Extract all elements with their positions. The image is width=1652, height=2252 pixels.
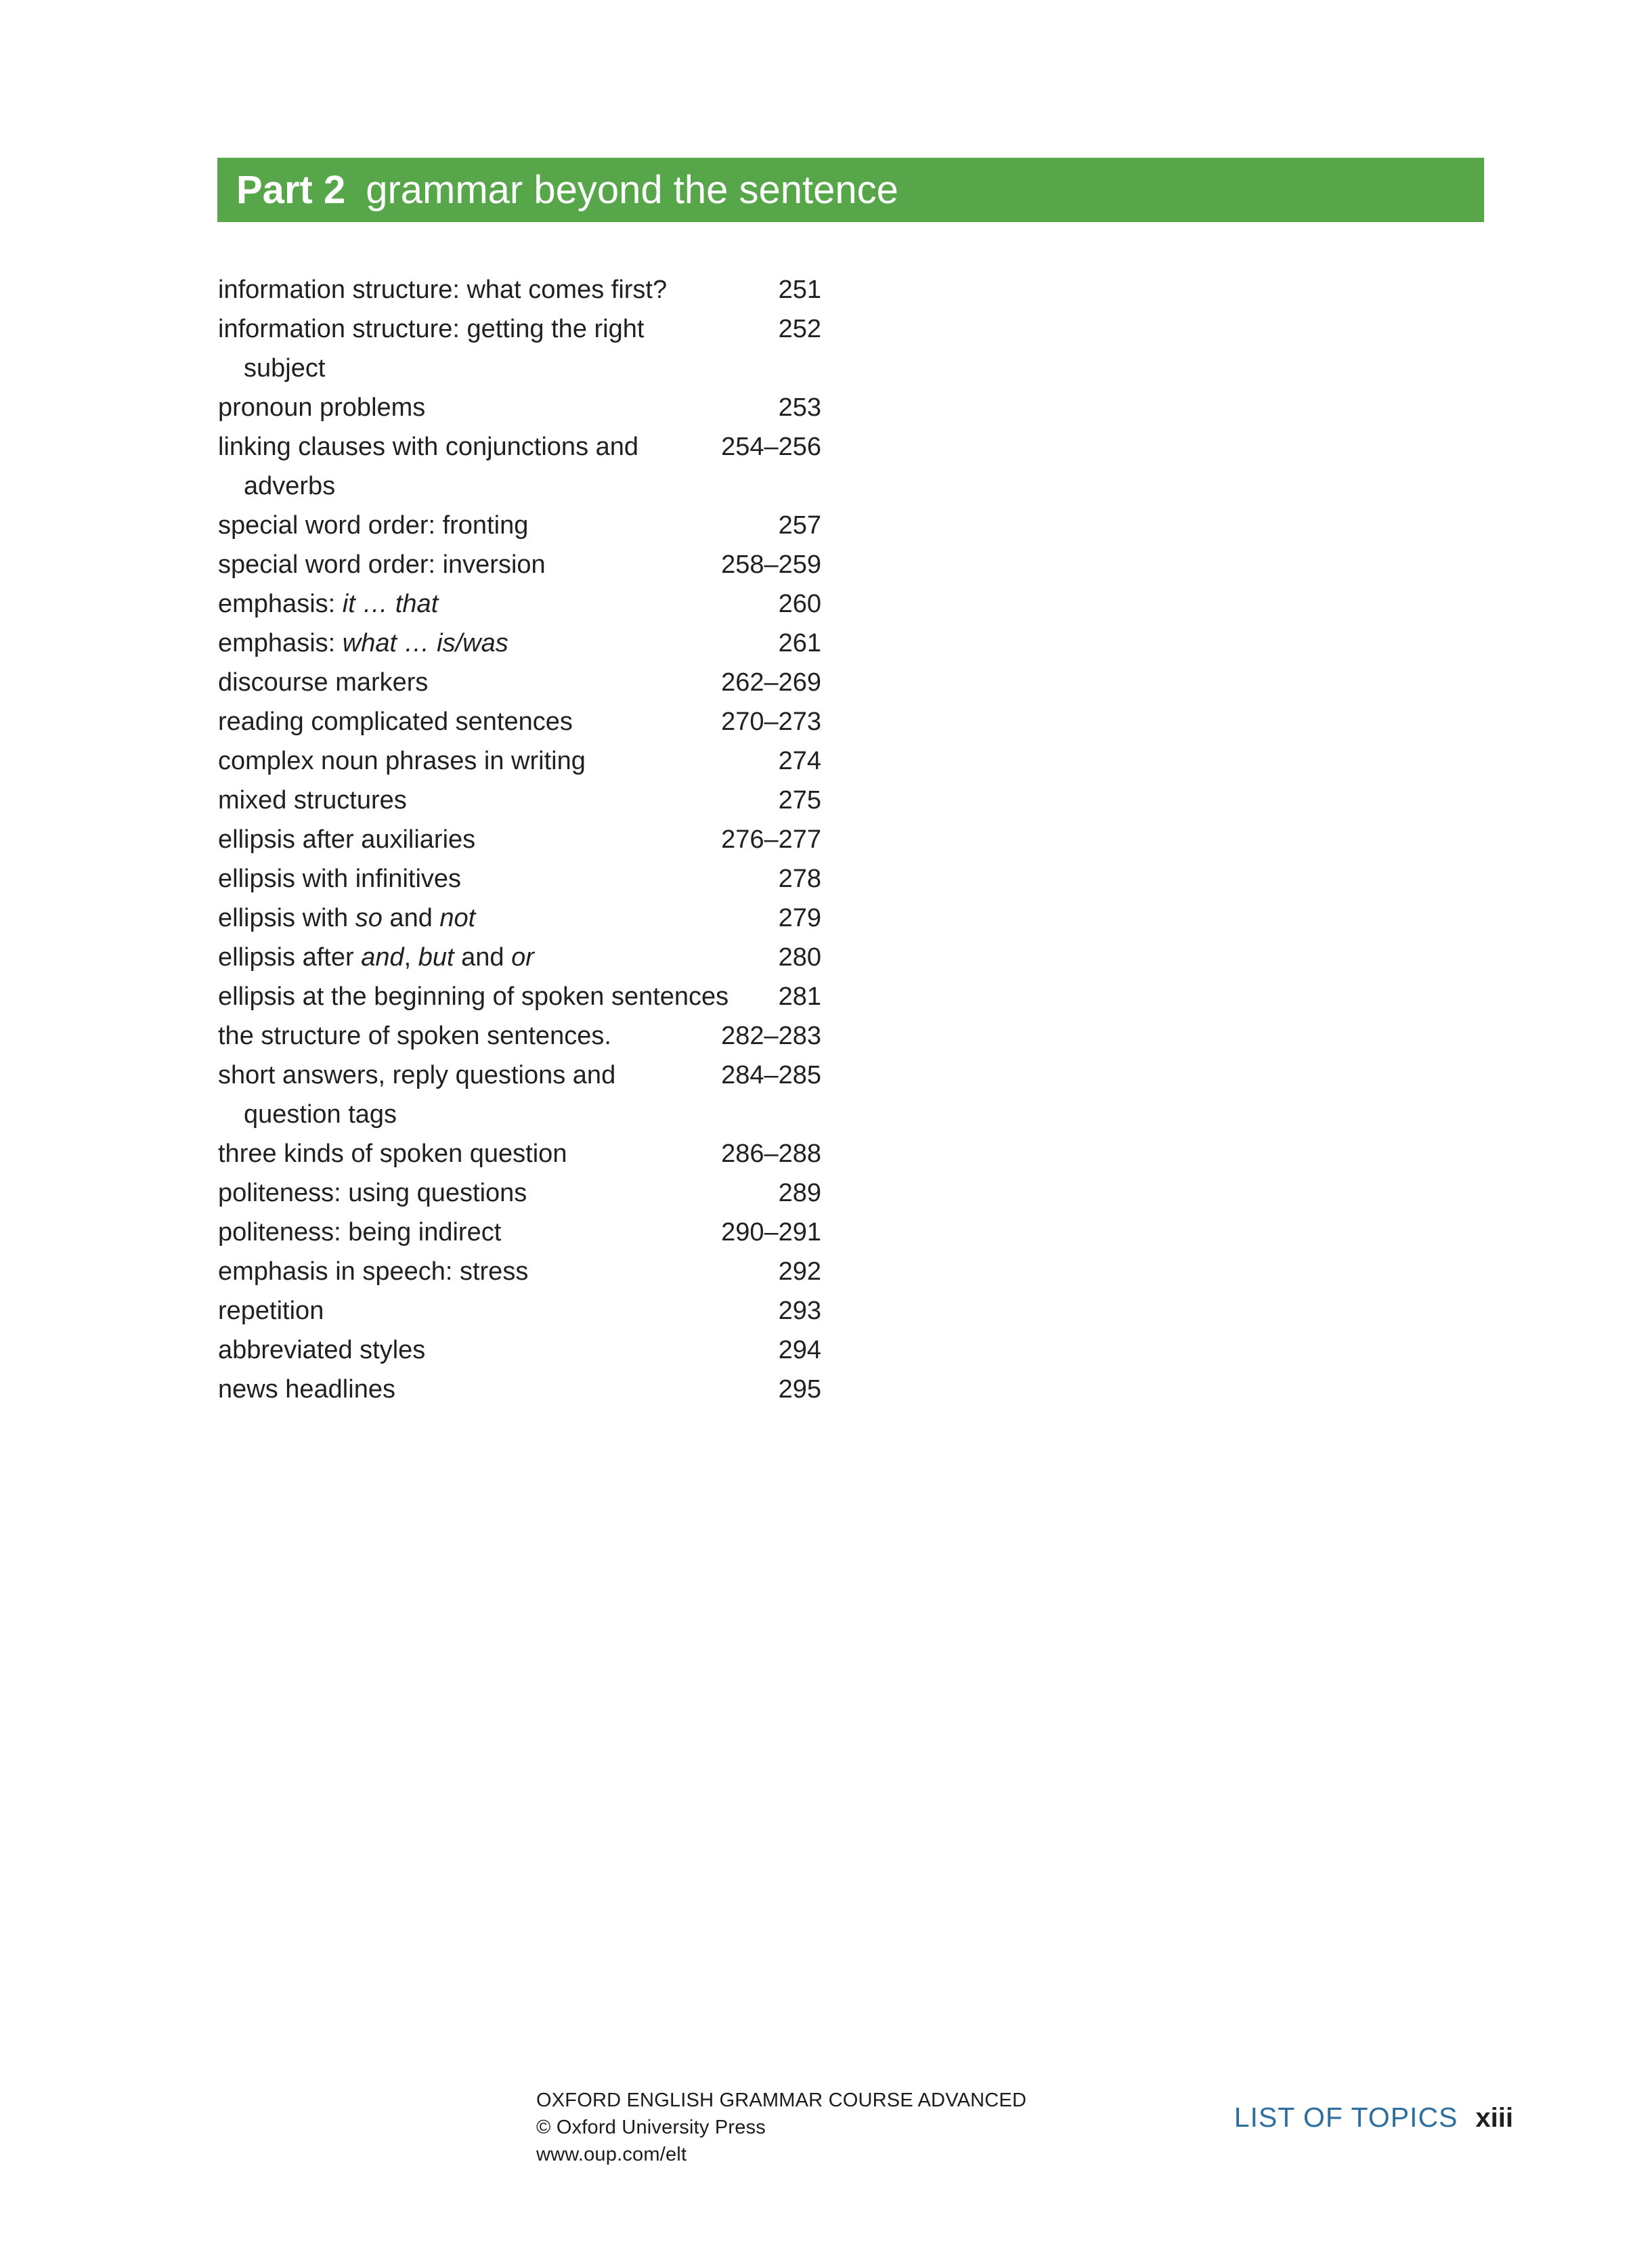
topic-pages: 261	[778, 629, 821, 657]
toc-entry	[218, 1252, 821, 1291]
topic-pages: 254–256	[721, 433, 821, 461]
topic-pages: 276–277	[721, 825, 821, 854]
toc-entry	[218, 741, 821, 781]
part-title: grammar beyond the sentence	[366, 167, 898, 212]
topic-pages: 292	[778, 1257, 821, 1286]
section-label: LIST OF TOPICS	[1234, 2102, 1458, 2133]
topic-title: emphasis: it … that	[218, 590, 439, 618]
topic-pages: 260	[778, 590, 821, 618]
topic-title-continuation: question tags	[244, 1100, 397, 1129]
topic-pages: 251	[778, 276, 821, 304]
topic-pages: 282–283	[721, 1022, 821, 1050]
topic-pages: 290–291	[721, 1218, 821, 1247]
toc-entry	[218, 427, 821, 506]
topic-title: politeness: being indirect	[218, 1218, 502, 1247]
topic-pages: 257	[778, 511, 821, 540]
topic-pages: 295	[778, 1375, 821, 1404]
book-title: OXFORD ENGLISH GRAMMAR COURSE ADVANCED	[536, 2089, 1027, 2111]
topic-title: pronoun problems	[218, 393, 426, 422]
topic-pages: 289	[778, 1179, 821, 1207]
topic-title: news headlines	[218, 1375, 395, 1404]
topic-pages: 286–288	[721, 1140, 821, 1168]
toc-entry	[218, 624, 821, 663]
toc-entry	[218, 1291, 821, 1330]
toc-entry	[218, 781, 821, 820]
toc-entry	[218, 1213, 821, 1252]
part-label: Part 2	[236, 167, 346, 212]
topic-title: ellipsis after auxiliaries	[218, 825, 476, 854]
topic-pages: 294	[778, 1336, 821, 1364]
topic-title: complex noun phrases in writing	[218, 747, 586, 775]
topic-title-continuation: subject	[244, 354, 326, 383]
topic-title: repetition	[218, 1297, 324, 1325]
topic-title: linking clauses with conjunctions and	[218, 433, 639, 461]
toc-entry	[218, 938, 821, 977]
topic-pages: 284–285	[721, 1061, 821, 1089]
topic-title: abbreviated styles	[218, 1336, 426, 1364]
toc-entry	[218, 270, 821, 309]
topic-pages: 279	[778, 904, 821, 932]
topic-title: discourse markers	[218, 668, 429, 697]
toc-entry	[218, 859, 821, 898]
toc-entry	[218, 1173, 821, 1213]
toc-entry	[218, 820, 821, 859]
toc-entry	[218, 506, 821, 545]
topic-title: short answers, reply questions and	[218, 1061, 616, 1089]
toc-entry	[218, 1134, 821, 1173]
topic-pages: 253	[778, 393, 821, 422]
topic-title: ellipsis with infinitives	[218, 865, 462, 893]
topic-title: special word order: inversion	[218, 550, 546, 579]
topic-pages: 252	[778, 315, 821, 343]
topic-title: ellipsis with so and not	[218, 904, 476, 932]
topic-pages: 280	[778, 943, 821, 972]
running-head	[1234, 2101, 1513, 2134]
topic-title: information structure: what comes first?	[218, 276, 668, 304]
topic-pages: 275	[778, 786, 821, 815]
page-number: xiii	[1475, 2103, 1513, 2133]
toc-entry	[218, 898, 821, 938]
topic-title: ellipsis at the beginning of spoken sentences	[218, 982, 729, 1011]
topic-pages: 278	[778, 865, 821, 893]
topic-title: emphasis: what … is/was	[218, 629, 508, 657]
part-banner	[217, 158, 1484, 222]
topic-title-continuation: adverbs	[244, 472, 336, 500]
imprint-block	[536, 2087, 1026, 2168]
topic-title: special word order: fronting	[218, 511, 529, 540]
toc-entry	[218, 309, 821, 388]
topic-title: ellipsis after and, but and or	[218, 943, 534, 972]
topic-title: information structure: getting the right	[218, 315, 645, 343]
toc-entry	[218, 388, 821, 427]
topic-title: reading complicated sentences	[218, 708, 573, 736]
toc-entry	[218, 702, 821, 741]
publisher-url: www.oup.com/elt	[536, 2144, 687, 2165]
topic-pages: 270–273	[721, 708, 821, 736]
topic-title: three kinds of spoken question	[218, 1140, 567, 1168]
topic-title: politeness: using questions	[218, 1179, 527, 1207]
toc-entry	[218, 584, 821, 624]
toc-entry	[218, 1056, 821, 1134]
topic-title: emphasis in speech: stress	[218, 1257, 529, 1286]
topic-title: the structure of spoken sentences.	[218, 1022, 611, 1050]
topic-title: mixed structures	[218, 786, 407, 815]
topic-pages: 293	[778, 1297, 821, 1325]
toc-entry	[218, 663, 821, 702]
toc-entry	[218, 1370, 821, 1409]
topic-pages: 281	[778, 982, 821, 1011]
toc-entry	[218, 977, 821, 1016]
topics-list	[218, 270, 821, 1409]
topic-pages: 258–259	[721, 550, 821, 579]
topic-pages: 262–269	[721, 668, 821, 697]
toc-entry	[218, 1330, 821, 1370]
toc-entry	[218, 545, 821, 584]
topic-pages: 274	[778, 747, 821, 775]
toc-entry	[218, 1016, 821, 1056]
copyright-line: © Oxford University Press	[536, 2117, 766, 2138]
